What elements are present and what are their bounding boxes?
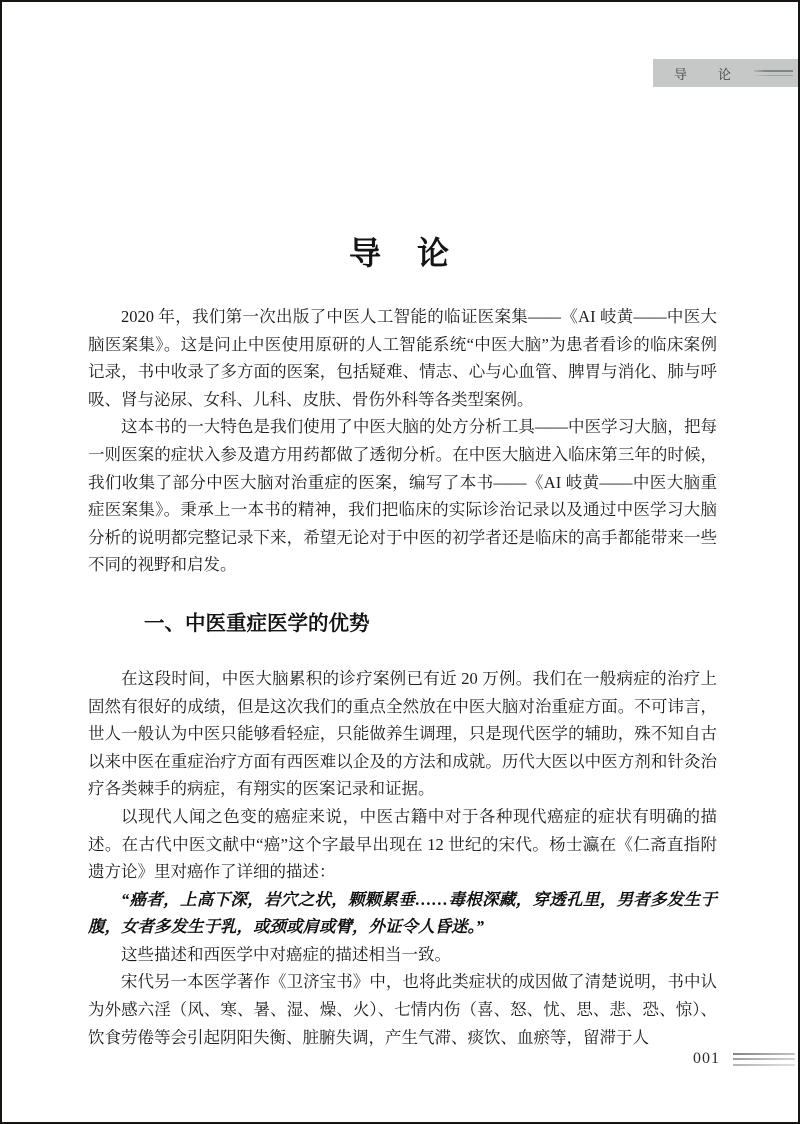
- running-header: [653, 59, 798, 87]
- header-rule-bottom: [754, 75, 793, 77]
- header-rule-top: [754, 70, 793, 72]
- section-paragraph-2: 以现代人闻之色变的癌症来说，中医古籍中对于各种现代癌症的症状有明确的描述。在古代中医文献中“癌”这个字最早出现在 12 世纪的宋代。杨士瀛在《仁斋直指附遗方论》里对癌作了详细的描述：: [88, 806, 717, 882]
- footer-rule-middle: [733, 1058, 795, 1060]
- page-footer: [693, 1049, 798, 1069]
- running-header-title: 导 论: [674, 66, 741, 82]
- section-paragraph-1: 在这段时间，中医大脑累积的诊疗案例已有近 20 万例。我们在一般病症的治疗上固然有很好的成绩，但是这次我们的重点全然放在中医大脑对治重症方面。不可讳言，世人一般认为中医只能够看轻症，只能做养生调理，只是现代医学的辅助，殊不知自古以来中医在重症治疗方面有西医难以企及的方法和成就。历代大医以中医方剂和针灸治疗各类棘手的病症，有翔实的医案记录和证据。: [88, 668, 717, 799]
- classical-quote: “癌者，上高下深，岩穴之状，颗颗累垂……毒根深藏，穿透孔里，男者多发生于腹，女者多发生于乳，或颈或肩或臂，外证令人昏迷。”: [88, 889, 717, 937]
- page-number: 001: [693, 1050, 720, 1067]
- section-paragraph-4: 宋代另一本医学著作《卫济宝书》中，也将此类症状的成因做了清楚说明，书中认为外感六淫（风、寒、暑、湿、燥、火）、七情内伤（喜、怒、忧、思、悲、恐、惊）、饮食劳倦等会引起阴阳失衡、脏腑失调，产生气滞、痰饮、血瘀等，留滞于人: [88, 972, 717, 1047]
- footer-rule-top: [733, 1053, 795, 1055]
- header-rule-lines: [754, 70, 793, 76]
- page-body: [88, 303, 717, 1051]
- intro-paragraph-1: 2020 年，我们第一次出版了中医人工智能的临证医案集——《AI 岐黄——中医大脑医案集》。这是问止中医使用原研的人工智能系统“中医大脑”为患者看诊的临床案例记录，书中收录了多方面的医案，包括疑难、情志、心与心血管、脾胃与消化、肺与呼吸、肾与泌尿、女科、儿科、皮肤、骨伤外科等各类型案例。: [88, 307, 717, 409]
- intro-paragraph-2: 这本书的一大特色是我们使用了中医大脑的处方分析工具——中医学习大脑，把每一则医案的症状入参及遣方用药都做了透彻分析。在中医大脑进入临床第三年的时候，我们收集了部分中医大脑对治重症的医案，编写了本书——《AI 岐黄——中医大脑重症医案集》。秉承上一本书的精神，我们把临床的实际诊治记录以及通过中医学习大脑分析的说明都完整记录下来，希望无论对于中医的初学者还是临床的高手都能带来一些不同的视野和启发。: [88, 417, 717, 575]
- footer-rule-lines: [733, 1053, 795, 1066]
- section-paragraph-3: 这些描述和西医学中对癌症的描述相当一致。: [121, 944, 451, 964]
- footer-rule-bottom: [733, 1064, 795, 1066]
- page-title: 导 论: [348, 235, 451, 271]
- section-heading: 一、中医重症医学的优势: [144, 612, 370, 635]
